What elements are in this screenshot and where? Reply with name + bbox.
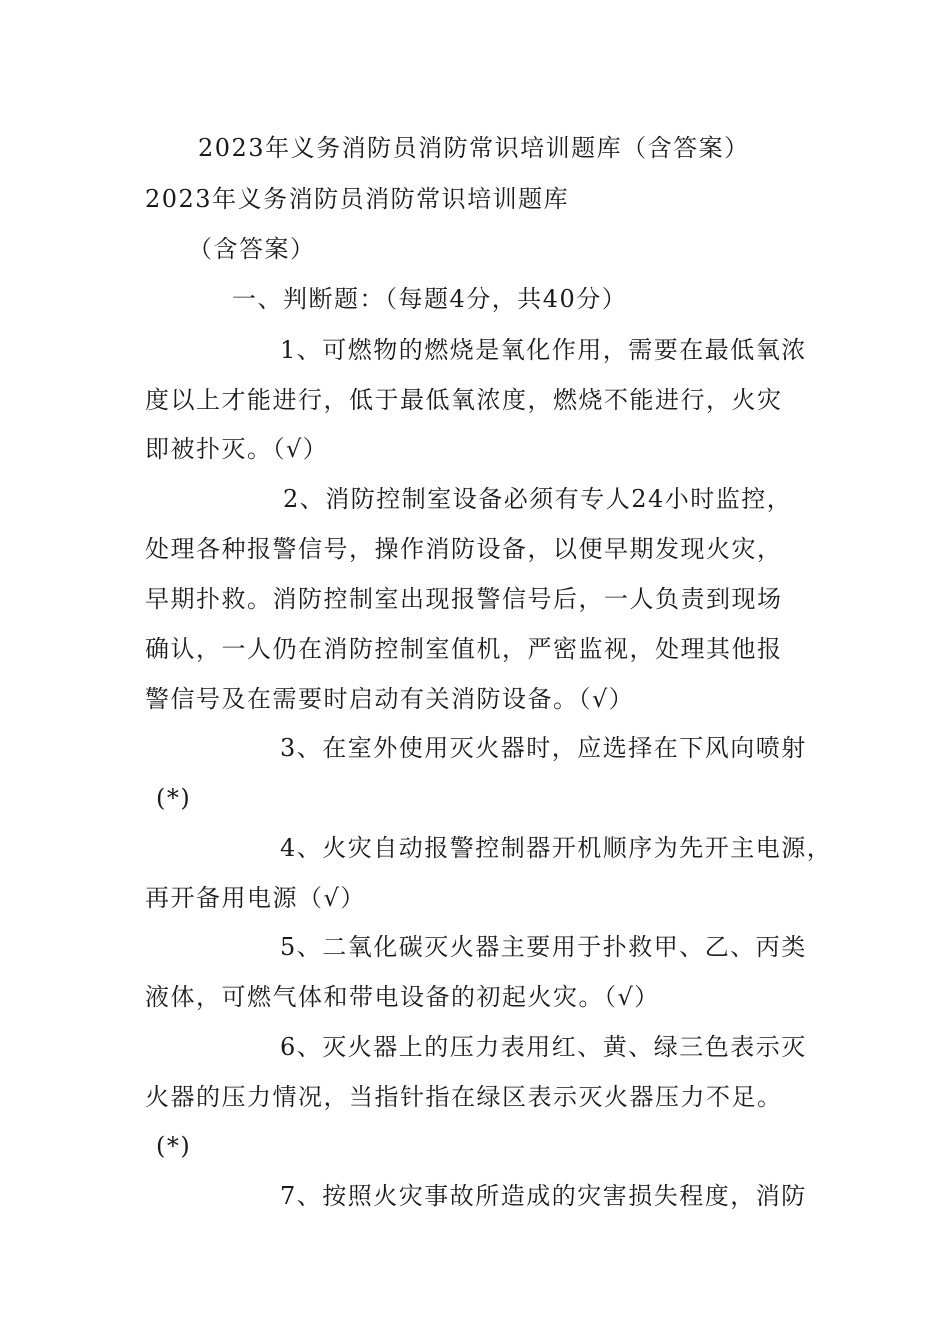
question-1-line-2: 度以上才能进行，低于最低氧浓度，燃烧不能进行，火灾 xyxy=(145,386,783,414)
question-2-line-3: 早期扑救。消防控制室出现报警信号后，一人负责到现场 xyxy=(145,585,783,613)
question-3-answer: (*) xyxy=(156,784,192,812)
question-4-line-1: 4、火灾自动报警控制器开机顺序为先开主电源， xyxy=(280,834,833,862)
question-2-line-4: 确认，一人仍在消防控制室值机，严密监视，处理其他报 xyxy=(145,635,783,663)
question-4-line-2: 再开备用电源（√） xyxy=(145,884,366,912)
question-2-line-5: 警信号及在需要时启动有关消防设备。（√） xyxy=(145,685,635,713)
subtitle-note: （含答案） xyxy=(188,235,316,263)
question-6-line-2: 火器的压力情况，当指针指在绿区表示灭火器压力不足。 xyxy=(145,1083,783,1111)
section-heading: 一、判断题：（每题4分，共40分） xyxy=(232,285,628,313)
question-2-line-2: 处理各种报警信号，操作消防设备，以便早期发现火灾， xyxy=(145,535,783,563)
question-6-answer: (*) xyxy=(156,1132,192,1160)
document-subtitle: 2023年义务消防员消防常识培训题库 xyxy=(145,185,570,213)
question-6-line-1: 6、灭火器上的压力表用红、黄、绿三色表示灭 xyxy=(280,1033,807,1061)
question-3-line-1: 3、在室外使用灭火器时，应选择在下风向喷射 xyxy=(280,734,807,762)
question-7-line-1: 7、按照火灾事故所造成的灾害损失程度，消防 xyxy=(280,1182,807,1210)
document-title: 2023年义务消防员消防常识培训题库（含答案） xyxy=(198,134,750,162)
question-1-line-3: 即被扑灭。（√） xyxy=(145,435,329,463)
question-1-line-1: 1、可燃物的燃烧是氧化作用，需要在最低氧浓 xyxy=(280,336,807,364)
question-5-line-2: 液体，可燃气体和带电设备的初起火灾。（√） xyxy=(145,983,660,1011)
question-5-line-1: 5、二氧化碳灭火器主要用于扑救甲、乙、丙类 xyxy=(280,933,807,961)
question-2-line-1: 2、消防控制室设备必须有专人24小时监控， xyxy=(283,485,793,513)
